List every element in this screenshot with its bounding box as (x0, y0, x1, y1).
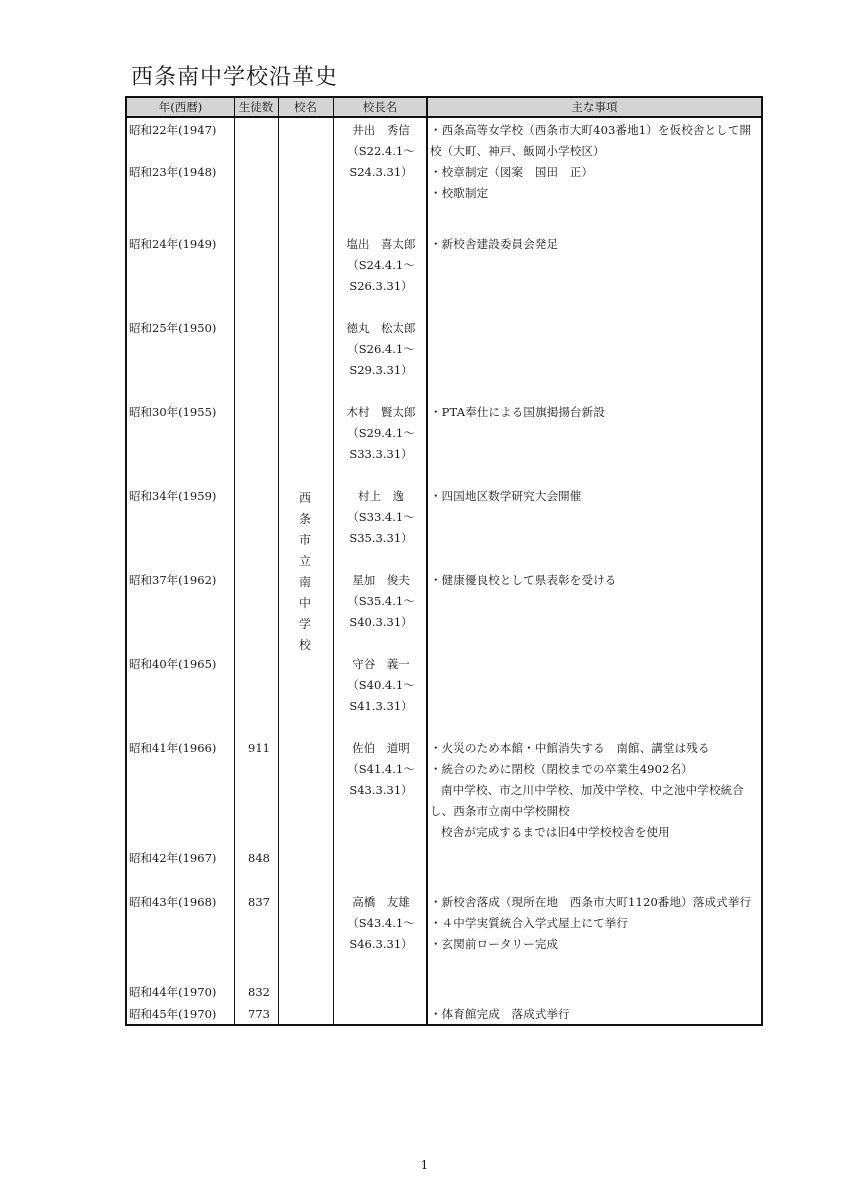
principal-line: （S40.4.1～ (347, 678, 415, 692)
column-divider (333, 98, 334, 1024)
row-events (430, 162, 762, 204)
school-name-char: 市 (298, 533, 311, 547)
row-year: 昭和24年(1949) (129, 237, 217, 251)
event-text: ・新校舎建設委員会発足 (430, 237, 559, 251)
school-name-char: 学 (298, 617, 311, 631)
school-name-char: 校 (298, 638, 311, 652)
event-line (430, 892, 762, 913)
event-line (430, 402, 762, 423)
row-events (430, 486, 762, 507)
school-name-char: 中 (298, 596, 311, 610)
event-text: ・統合のために閉校（閉校までの卒業生4902名） (430, 762, 693, 776)
event-line (430, 486, 762, 507)
event-text: ・PTA奉仕による国旗掲揚台新設 (430, 405, 605, 419)
event-line (430, 162, 762, 183)
row-principal (335, 120, 427, 183)
principal-line: 佐伯 道明 (352, 741, 410, 755)
row-student-count: 773 (248, 1007, 270, 1021)
principal-line: （S26.4.1～ (347, 342, 415, 356)
principal-line: S35.3.31） (349, 531, 413, 545)
row-year: 昭和30年(1955) (129, 405, 217, 419)
row-year: 昭和45年(1970) (129, 1007, 217, 1021)
row-student-count: 832 (248, 985, 270, 999)
school-name-vertical (279, 488, 331, 656)
page-title: 西条南中学校沿革史 (131, 65, 339, 90)
header-count: 生徒数 (238, 100, 274, 114)
row-year: 昭和40年(1965) (129, 657, 217, 671)
principal-line: 星加 俊夫 (352, 573, 410, 587)
event-text: ・玄関前ロータリー完成 (430, 937, 559, 951)
page-number: 1 (420, 1158, 429, 1172)
event-line (430, 780, 762, 822)
row-year: 昭和22年(1947) (129, 123, 217, 137)
principal-line: S24.3.31） (349, 165, 413, 179)
event-text: ・火災のため本館・中館消失する 南館、講堂は残る (430, 741, 710, 755)
event-line (430, 913, 762, 934)
row-events (430, 570, 762, 591)
principal-line: S40.3.31） (349, 615, 413, 629)
school-name-char: 条 (298, 512, 311, 526)
row-year: 昭和44年(1970) (129, 985, 217, 999)
principal-line: （S35.4.1～ (347, 594, 415, 608)
event-line (430, 234, 762, 255)
event-line (430, 1004, 762, 1025)
header-events: 主な事項 (571, 100, 618, 114)
row-principal (335, 402, 427, 465)
row-student-count: 848 (248, 851, 270, 865)
row-events (430, 738, 762, 843)
row-principal (335, 654, 427, 717)
event-line (430, 934, 762, 955)
row-year: 昭和43年(1968) (129, 895, 217, 909)
event-text: ・校章制定（図案 国田 正） (430, 165, 594, 179)
principal-line: （S29.4.1～ (347, 426, 415, 440)
principal-line: （S24.4.1～ (347, 258, 415, 272)
row-year: 昭和25年(1950) (129, 321, 217, 335)
principal-line: （S33.4.1～ (347, 510, 415, 524)
row-principal (335, 892, 427, 955)
principal-line: S33.3.31） (349, 447, 413, 461)
row-principal (335, 318, 427, 381)
school-name-char: 西 (298, 491, 311, 505)
principal-line: 徳丸 松太郎 (346, 321, 416, 335)
principal-line: 木村 賢太郎 (346, 405, 416, 419)
row-events (430, 234, 762, 255)
header-year: 年(西暦) (158, 100, 203, 114)
event-line (430, 738, 762, 759)
principal-line: S41.3.31） (349, 699, 413, 713)
row-principal (335, 570, 427, 633)
event-text: 南中学校、市之川中学校、加茂中学校、中之池中学校統合し、西条市立南中学校開校 (430, 783, 744, 818)
row-principal (335, 738, 427, 801)
event-line (430, 759, 762, 780)
history-table (125, 96, 763, 1026)
row-year: 昭和23年(1948) (129, 165, 217, 179)
event-text: ・４中学実質統合入学式屋上にて挙行 (430, 916, 629, 930)
event-text: ・校歌制定 (430, 186, 489, 200)
row-year: 昭和41年(1966) (129, 741, 217, 755)
principal-line: 守谷 義一 (352, 657, 410, 671)
principal-line: 高橋 友雄 (352, 895, 410, 909)
principal-line: S29.3.31） (349, 363, 413, 377)
header-principal: 校長名 (362, 100, 398, 114)
principal-line: 井出 秀信 (352, 123, 410, 137)
event-text: ・体育館完成 落成式挙行 (430, 1007, 570, 1021)
event-text: ・健康優良校として県表彰を受ける (430, 573, 617, 587)
row-principal (335, 234, 427, 297)
principal-line: S43.3.31） (349, 783, 413, 797)
event-line (430, 570, 762, 591)
school-name-char: 立 (298, 554, 311, 568)
row-year: 昭和42年(1967) (129, 851, 217, 865)
row-principal (335, 486, 427, 549)
event-text: ・新校舎落成（現所在地 西条市大町1120番地）落成式挙行 (430, 895, 752, 909)
principal-line: S26.3.31） (349, 279, 413, 293)
row-events (430, 120, 762, 162)
principal-line: S46.3.31） (349, 937, 413, 951)
column-divider (234, 98, 235, 1024)
row-year: 昭和34年(1959) (129, 489, 217, 503)
row-student-count: 837 (248, 895, 270, 909)
row-events (430, 1004, 762, 1025)
event-text: ・四国地区数学研究大会開催 (430, 489, 582, 503)
principal-line: 村上 逸 (358, 489, 404, 503)
principal-line: 塩出 喜太郎 (346, 237, 416, 251)
event-text: ・西条高等女学校（西条市大町403番地1）を仮校舎として開校（大町、神戸、飯岡小学校区） (430, 123, 752, 158)
principal-line: （S22.4.1～ (347, 144, 415, 158)
row-events (430, 892, 762, 955)
principal-line: （S43.4.1～ (347, 916, 415, 930)
row-student-count: 911 (248, 741, 270, 755)
school-name-char: 南 (298, 575, 311, 589)
table-header (127, 98, 761, 118)
event-line (430, 120, 762, 162)
row-events (430, 402, 762, 423)
header-school: 校名 (294, 100, 317, 114)
event-line (430, 183, 762, 204)
event-text: 校舎が完成するまでは旧4中学校校舎を使用 (441, 825, 670, 839)
principal-line: （S41.4.1～ (347, 762, 415, 776)
event-line (430, 822, 762, 843)
row-year: 昭和37年(1962) (129, 573, 217, 587)
